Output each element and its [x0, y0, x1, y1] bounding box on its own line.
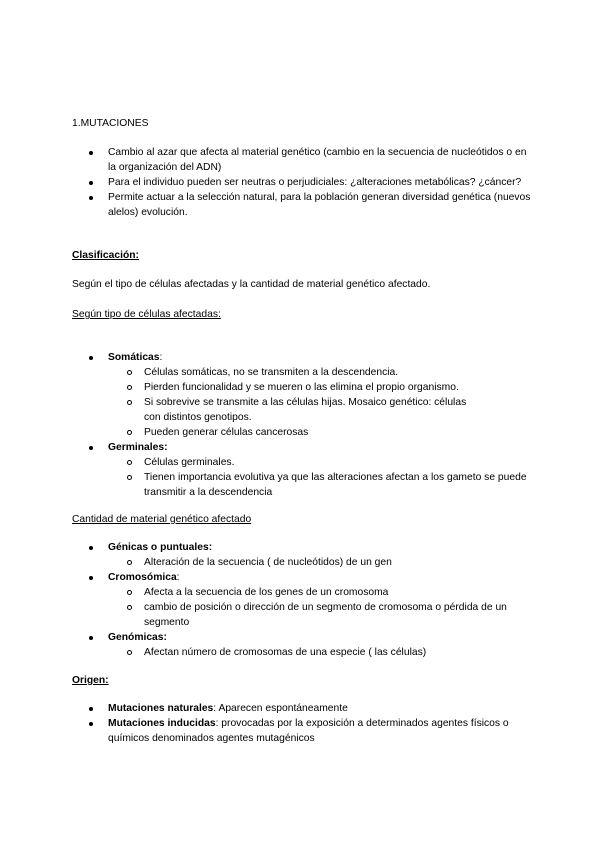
genicas-label: Génicas o puntuales: [108, 542, 213, 553]
tipo-celulas-list [72, 350, 532, 500]
list-item: Tienen importancia evolutiva ya que las alteraciones afectan a los gameto se puede transmitir a la descendencia [72, 470, 532, 500]
naturales-text: : Aparecen espontáneamente [213, 703, 348, 714]
inducidas-label: Mutaciones inducidas [108, 718, 216, 729]
germinales-label: Germinales: [108, 442, 168, 453]
list-item-cromosomica [72, 570, 532, 585]
inducidas-text: : provocadas por la exposición a determinados agentes físicos o químicos denominados agentes mutagénicos [108, 718, 509, 744]
list-item: Alteración de la secuencia ( de nucleótidos) de un gen [72, 555, 532, 570]
list-item: Afectan número de cromosomas de una especie ( las células) [72, 645, 532, 660]
list-item-somaticas [72, 350, 532, 365]
cromosomica-label: Cromosómica [108, 572, 177, 583]
list-item: Afecta a la secuencia de los genes de un cromosoma [72, 585, 532, 600]
clasificacion-heading: Clasificación: [72, 250, 139, 261]
naturales-label: Mutaciones naturales [108, 703, 214, 714]
cantidad-list [72, 540, 532, 660]
clasificacion-text: Según el tipo de células afectadas y la cantidad de material genético afectado. [72, 279, 431, 290]
list-item: Pierden funcionalidad y se mueren o las elimina el propio organismo. [72, 380, 532, 395]
document-title: 1.MUTACIONES [72, 118, 149, 129]
list-item: Células germinales. [72, 455, 532, 470]
tipo-celulas-heading: Según tipo de células afectadas: [72, 309, 221, 320]
list-item: Pueden generar células cancerosas [72, 425, 532, 440]
list-item-genicas [72, 540, 532, 555]
cantidad-heading: Cantidad de material genético afectado [72, 514, 252, 525]
list-item: Cambio al azar que afecta al material genético (cambio en la secuencia de nucleótidos o en la organización del ADN) [72, 145, 532, 175]
list-item-germinales [72, 440, 532, 455]
list-item-inducidas [72, 716, 532, 746]
list-item: Permite actuar a la selección natural, para la población generan diversidad genética (nuevos alelos) evolución. [72, 190, 532, 220]
list-item-genomicas [72, 630, 532, 645]
cromosomica-suffix: : [176, 572, 180, 583]
somaticas-label: Somáticas [108, 352, 160, 363]
list-item: Células somáticas, no se transmiten a la descendencia. [72, 365, 532, 380]
genomicas-label: Genómicas: [108, 632, 167, 643]
list-item: Para el individuo pueden ser neutras o perjudiciales: ¿alteraciones metabólicas? ¿cáncer? [72, 175, 532, 190]
list-item-naturales [72, 701, 532, 716]
origen-list [72, 701, 532, 746]
somaticas-suffix: : [159, 352, 163, 363]
list-item: cambio de posición o dirección de un segmento de cromosoma o pérdida de un segmento [72, 600, 532, 630]
origen-heading: Origen: [72, 675, 109, 686]
intro-list [72, 145, 532, 220]
list-item: Si sobrevive se transmite a las células hijas. Mosaico genético: células con distintos genotipos. [72, 395, 532, 425]
